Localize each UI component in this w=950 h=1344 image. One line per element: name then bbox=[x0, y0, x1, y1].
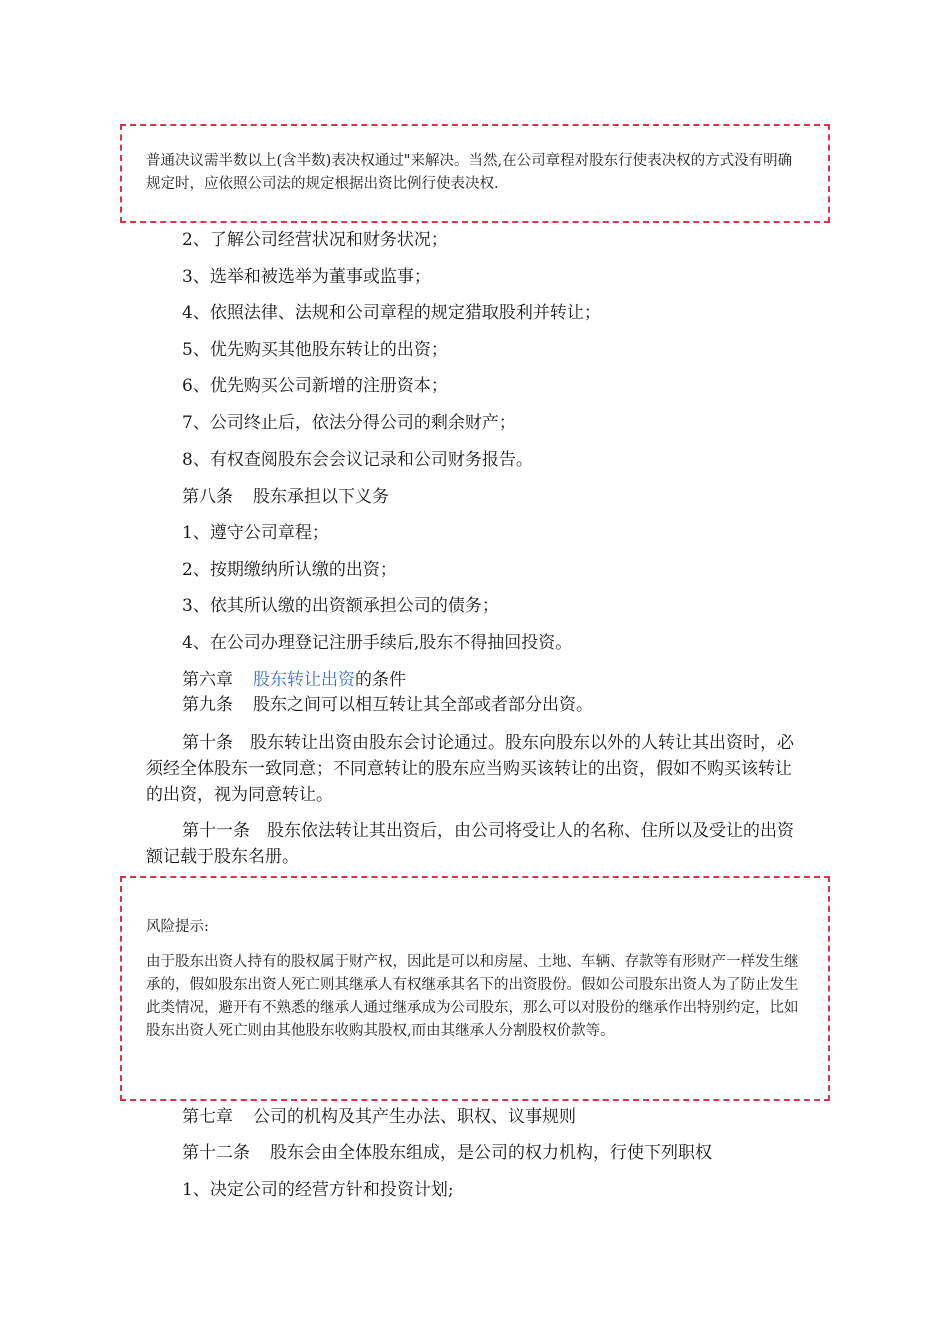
list-item: 5、优先购买其他股东转让的出资； bbox=[182, 340, 448, 360]
article-label: 第九条 bbox=[182, 695, 233, 715]
list-item: 7、公司终止后，依法分得公司的剩余财产； bbox=[182, 413, 516, 433]
chapter-text: 公司的机构及其产生办法、职权、议事规则 bbox=[253, 1107, 576, 1127]
list-item: 6、优先购买公司新增的注册资本； bbox=[182, 376, 448, 396]
list-item: 8、有权查阅股东会会议记录和公司财务报告。 bbox=[182, 450, 533, 470]
list-item: 2、按期缴纳所认缴的出资； bbox=[182, 560, 397, 580]
list-item: 4、依照法律、法规和公司章程的规定猎取股利并转让； bbox=[182, 303, 601, 323]
article-text: 股东之间可以相互转让其全部或者部分出资。 bbox=[253, 695, 593, 715]
list-item: 1、遵守公司章程； bbox=[182, 523, 329, 543]
note-text: 普通决议需半数以上(含半数)表决权通过"来解决。当然,在公司章程对股东行使表决权的方式没有明确规定时，应依照公司法的规定根据出资比例行使表决权. bbox=[146, 153, 793, 192]
article-label: 第十二条 bbox=[182, 1143, 250, 1163]
article-8-heading bbox=[182, 484, 389, 510]
list-item: 4、在公司办理登记注册手续后,股东不得抽回投资。 bbox=[182, 633, 573, 653]
chapter-7-heading bbox=[182, 1104, 576, 1130]
chapter-suffix: 的条件 bbox=[355, 670, 406, 690]
article-11: 第十一条 股东依法转让其出资后，由公司将受让人的名称、住所以及受让的出资额记载于股东名册。 bbox=[146, 821, 794, 867]
list-item: 2、了解公司经营状况和财务状况； bbox=[182, 230, 448, 250]
list-item: 1、决定公司的经营方针和投资计划; bbox=[182, 1180, 454, 1200]
chapter-6-link[interactable]: 股东转让出资 bbox=[253, 670, 355, 690]
annotation-note-risk bbox=[120, 876, 830, 1101]
note-text: 由于股东出资人持有的股权属于财产权，因此是可以和房屋、土地、车辆、存款等有形财产一样发生继承的，假如股东出资人死亡则其继承人有权继承其名下的出资股份。假如公司股东出资人为了防止发生此类情况，避开有不熟悉的继承人通过继承成为公司股东，那么可以对股份的继承作出特别约定，比如股东出资人死亡则由其他股东收购其股权,而由其继承人分割股权价款等。 bbox=[146, 954, 799, 1039]
chapter-label: 第七章 bbox=[182, 1107, 233, 1127]
article-9 bbox=[182, 692, 593, 718]
note-title: 风险提示: bbox=[146, 919, 209, 935]
annotation-note-voting bbox=[120, 124, 830, 223]
article-label: 第八条 bbox=[182, 487, 233, 507]
article-12 bbox=[182, 1140, 712, 1166]
article-10: 第十条 股东转让出资由股东会讨论通过。股东向股东以外的人转让其出资时，必须经全体股东一致同意；不同意转让的股东应当购买该转让的出资，假如不购买该转让的出资，视为同意转让。 bbox=[146, 733, 794, 805]
article-text: 股东会由全体股东组成，是公司的权力机构，行使下列职权 bbox=[270, 1143, 712, 1163]
list-item: 3、依其所认缴的出资额承担公司的债务； bbox=[182, 596, 499, 616]
chapter-label: 第六章 bbox=[182, 670, 233, 690]
article-text: 股东承担以下义务 bbox=[253, 487, 389, 507]
chapter-6-heading bbox=[182, 667, 406, 693]
list-item: 3、选举和被选举为董事或监事； bbox=[182, 267, 431, 287]
